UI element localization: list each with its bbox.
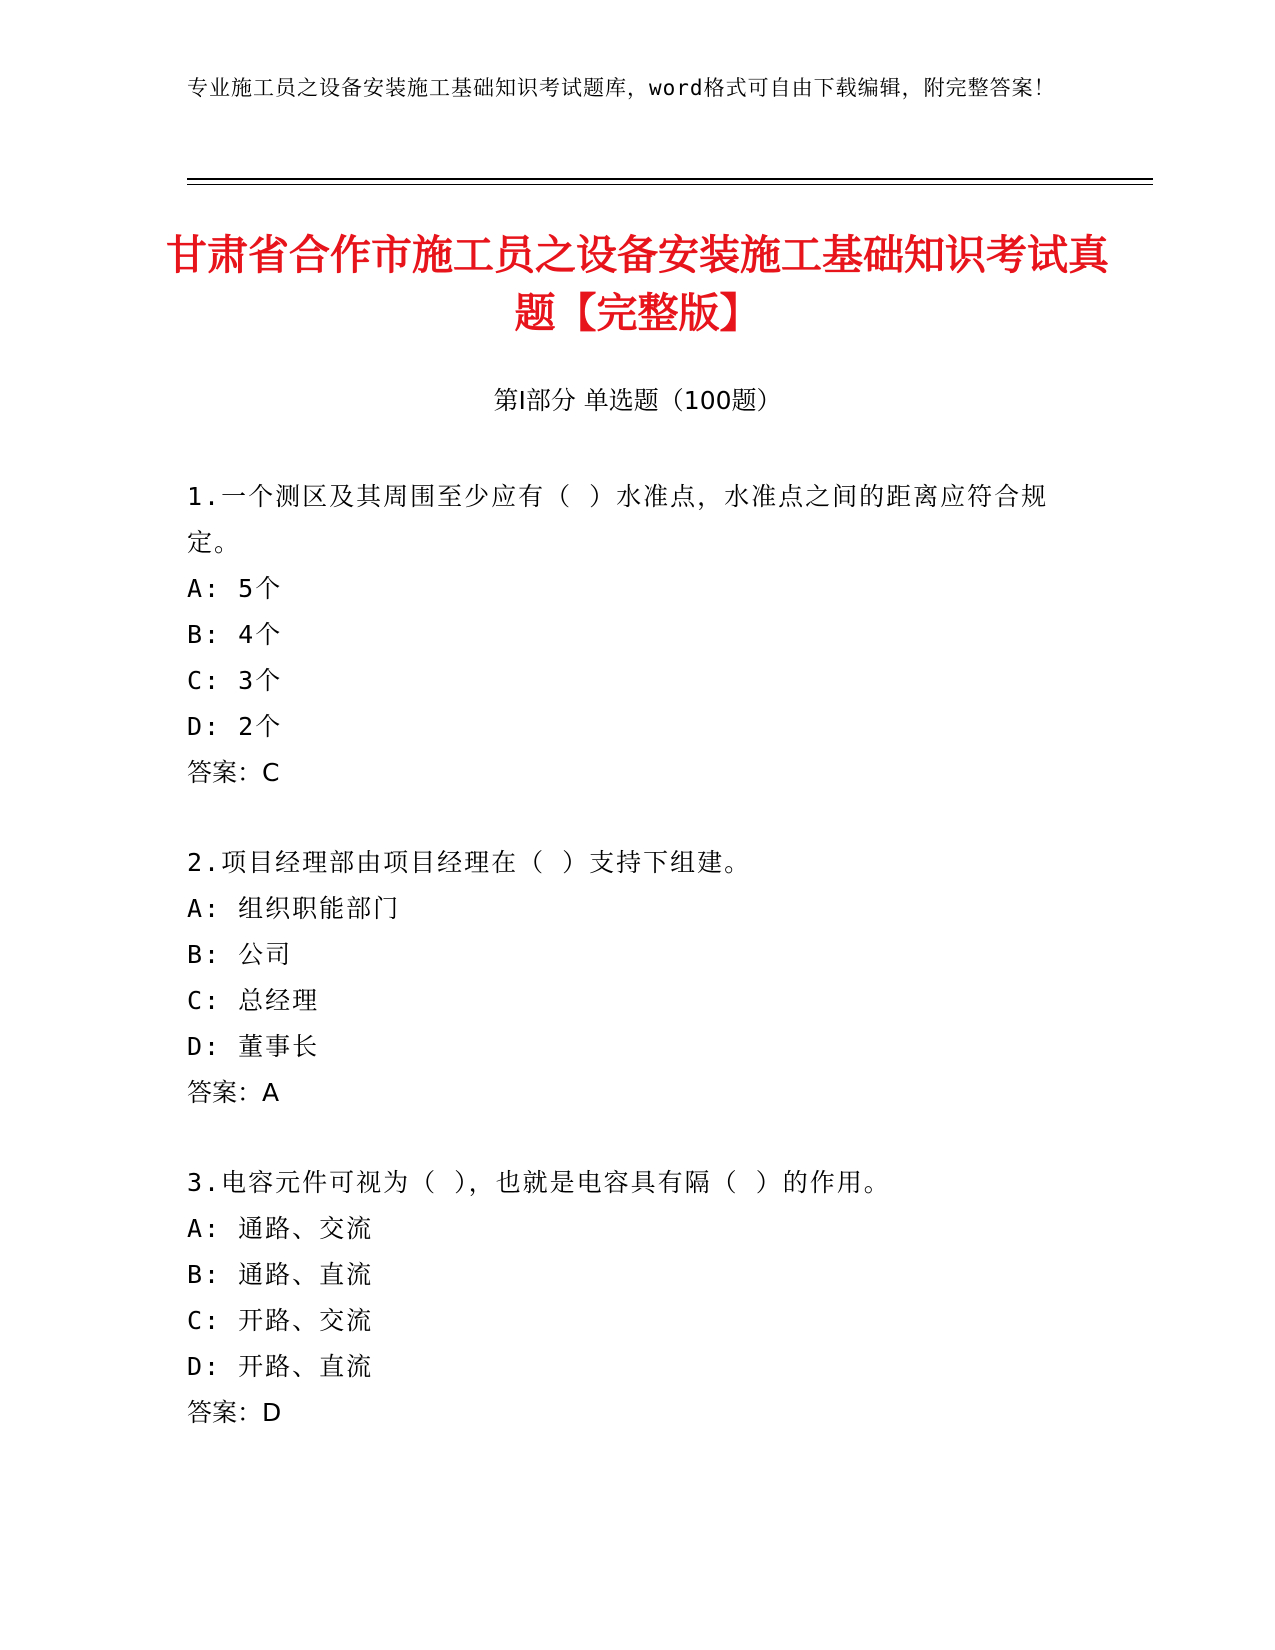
question-1 bbox=[187, 474, 1087, 796]
header-divider-thick bbox=[187, 178, 1153, 180]
option-c: C: 总经理 bbox=[187, 986, 320, 1015]
question-3 bbox=[187, 1160, 1087, 1436]
document-title: 甘肃省合作市施工员之设备安装施工基础知识考试真题【完整版】 bbox=[166, 231, 1109, 337]
answer: 答案：C bbox=[187, 758, 280, 787]
option-a: A: 5个 bbox=[187, 574, 283, 603]
question-stem: 3.电容元件可视为（ ），也就是电容具有隔（ ）的作用。 bbox=[187, 1168, 891, 1197]
answer: 答案：D bbox=[187, 1398, 282, 1427]
question-list bbox=[187, 474, 1087, 1480]
option-d: D: 2个 bbox=[187, 712, 283, 741]
option-a: A: 通路、交流 bbox=[187, 1214, 374, 1243]
section-heading: 第Ⅰ部分 单选题（100题） bbox=[493, 386, 782, 415]
option-b: B: 通路、直流 bbox=[187, 1260, 374, 1289]
option-c: C: 3个 bbox=[187, 666, 283, 695]
option-c: C: 开路、交流 bbox=[187, 1306, 374, 1335]
option-b: B: 4个 bbox=[187, 620, 283, 649]
option-d: D: 董事长 bbox=[187, 1032, 320, 1061]
question-stem: 1.一个测区及其周围至少应有（ ）水准点，水准点之间的距离应符合规定。 bbox=[187, 482, 1049, 557]
answer: 答案：A bbox=[187, 1078, 280, 1107]
option-d: D: 开路、直流 bbox=[187, 1352, 374, 1381]
option-b: B: 公司 bbox=[187, 940, 293, 969]
header-divider-thin bbox=[187, 184, 1153, 185]
question-2 bbox=[187, 840, 1087, 1116]
option-a: A: 组织职能部门 bbox=[187, 894, 401, 923]
question-stem: 2.项目经理部由项目经理在（ ）支持下组建。 bbox=[187, 848, 752, 877]
header-note: 专业施工员之设备安装施工基础知识考试题库，word格式可自由下载编辑，附完整答案！ bbox=[187, 76, 1056, 100]
